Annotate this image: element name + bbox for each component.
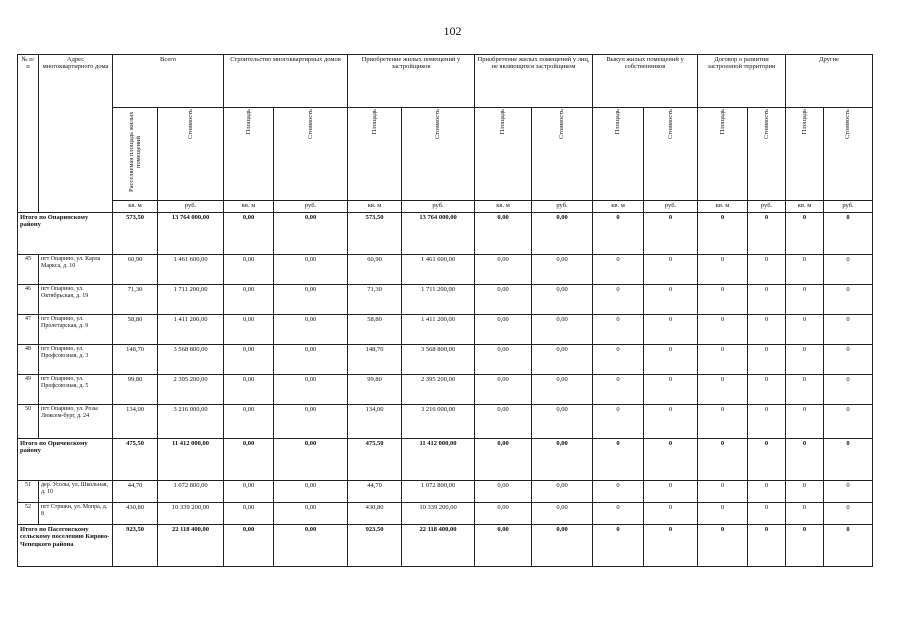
value-cell: 0 xyxy=(593,345,644,375)
subheader-area: Площадь xyxy=(698,108,748,201)
table-row xyxy=(18,503,873,525)
table-row xyxy=(18,481,873,503)
unit-label: кв. м xyxy=(224,201,274,213)
value-cell: 2 395 200,00 xyxy=(158,375,224,405)
value-cell: 0 xyxy=(748,255,786,285)
value-cell: 22 118 400,00 xyxy=(158,525,224,567)
subheader-area: Площадь xyxy=(475,108,532,201)
value-cell: 0 xyxy=(644,375,698,405)
value-cell: 0 xyxy=(786,405,824,439)
value-cell: 11 412 000,00 xyxy=(158,439,224,481)
value-cell: 71,30 xyxy=(113,285,158,315)
value-cell: 0 xyxy=(786,285,824,315)
group-header-construction: Строительство многоквартирных домов xyxy=(224,55,348,108)
value-cell: 0 xyxy=(748,525,786,567)
value-cell: 0 xyxy=(593,315,644,345)
value-cell: 0,00 xyxy=(475,315,532,345)
total-row xyxy=(18,525,873,567)
value-cell: 0 xyxy=(786,481,824,503)
subheader-area: Площадь xyxy=(593,108,644,201)
value-cell: 0,00 xyxy=(532,405,593,439)
value-cell: 0 xyxy=(748,503,786,525)
row-number: 46 xyxy=(18,285,39,315)
value-cell: 44,70 xyxy=(348,481,402,503)
value-cell: 0 xyxy=(698,213,748,255)
unit-label: кв. м xyxy=(348,201,402,213)
value-cell: 0 xyxy=(786,213,824,255)
subheader-cost: Стоимость xyxy=(532,108,593,201)
row-number: 48 xyxy=(18,345,39,375)
table-row xyxy=(18,255,873,285)
value-cell: 0 xyxy=(698,481,748,503)
row-number: 45 xyxy=(18,255,39,285)
value-cell: 0 xyxy=(698,525,748,567)
value-cell: 0 xyxy=(593,375,644,405)
subheader-area: Площадь xyxy=(786,108,824,201)
value-cell: 0 xyxy=(824,315,873,345)
group-header-other: Другие xyxy=(786,55,873,108)
value-cell: 44,70 xyxy=(113,481,158,503)
value-cell: 0 xyxy=(748,481,786,503)
value-cell: 13 764 000,00 xyxy=(402,213,475,255)
col-no-header: № п/п xyxy=(18,55,39,213)
unit-label: кв. м xyxy=(786,201,824,213)
value-cell: 0 xyxy=(786,525,824,567)
value-cell: 0,00 xyxy=(224,481,274,503)
value-cell: 0,00 xyxy=(475,439,532,481)
value-cell: 0,00 xyxy=(475,375,532,405)
value-cell: 0 xyxy=(698,255,748,285)
row-address: пгт Опарино, ул. Карла Маркса, д. 10 xyxy=(39,255,113,285)
total-row xyxy=(18,439,873,481)
value-cell: 0 xyxy=(748,439,786,481)
value-cell: 0 xyxy=(748,375,786,405)
value-cell: 0 xyxy=(698,315,748,345)
value-cell: 0,00 xyxy=(224,213,274,255)
value-cell: 99,80 xyxy=(113,375,158,405)
unit-label: кв. м xyxy=(593,201,644,213)
value-cell: 0 xyxy=(824,255,873,285)
value-cell: 0,00 xyxy=(475,525,532,567)
value-cell: 60,90 xyxy=(348,255,402,285)
table-row xyxy=(18,315,873,345)
value-cell: 0 xyxy=(748,345,786,375)
row-address: пгт Опарино, ул. Пролетарская, д. 9 xyxy=(39,315,113,345)
value-cell: 0 xyxy=(644,285,698,315)
value-cell: 0,00 xyxy=(532,315,593,345)
value-cell: 0 xyxy=(748,315,786,345)
value-cell: 0,00 xyxy=(532,503,593,525)
col-address-header: Адрес многоквартирного дома xyxy=(39,55,113,213)
value-cell: 0,00 xyxy=(224,315,274,345)
resettlement-table xyxy=(17,54,873,567)
total-label: Итого по Оричевскому району xyxy=(18,439,113,481)
value-cell: 0,00 xyxy=(475,345,532,375)
subheader-cost: Стоимость xyxy=(274,108,348,201)
value-cell: 573,50 xyxy=(348,213,402,255)
value-cell: 0 xyxy=(593,525,644,567)
value-cell: 0,00 xyxy=(224,255,274,285)
table-row xyxy=(18,375,873,405)
value-cell: 0 xyxy=(593,213,644,255)
value-cell: 0 xyxy=(824,525,873,567)
row-number: 52 xyxy=(18,503,39,525)
value-cell: 0 xyxy=(824,285,873,315)
value-cell: 0 xyxy=(593,405,644,439)
row-number: 50 xyxy=(18,405,39,439)
value-cell: 0 xyxy=(644,405,698,439)
row-number: 47 xyxy=(18,315,39,345)
subheader-cost: Стоимость xyxy=(402,108,475,201)
value-cell: 430,80 xyxy=(348,503,402,525)
value-cell: 0 xyxy=(593,255,644,285)
value-cell: 10 339 200,00 xyxy=(402,503,475,525)
value-cell: 0,00 xyxy=(274,255,348,285)
subheader-cost: Стоимость xyxy=(748,108,786,201)
value-cell: 0 xyxy=(748,213,786,255)
unit-label: руб. xyxy=(158,201,224,213)
value-cell: 1 072 800,00 xyxy=(158,481,224,503)
value-cell: 0 xyxy=(786,345,824,375)
row-address: пгт Опарино, ул. Розы Люксем-бург, д. 24 xyxy=(39,405,113,439)
value-cell: 0 xyxy=(593,481,644,503)
total-label: Итого по Опаринскому району xyxy=(18,213,113,255)
value-cell: 0,00 xyxy=(224,345,274,375)
value-cell: 0,00 xyxy=(475,481,532,503)
value-cell: 0 xyxy=(698,375,748,405)
value-cell: 1 411 200,00 xyxy=(158,315,224,345)
value-cell: 0 xyxy=(824,213,873,255)
value-cell: 0 xyxy=(644,439,698,481)
value-cell: 0 xyxy=(644,315,698,345)
row-address: пгт Опарино, ул. Октябрьская, д. 19 xyxy=(39,285,113,315)
value-cell: 0 xyxy=(593,503,644,525)
value-cell: 0 xyxy=(698,405,748,439)
value-cell: 0 xyxy=(698,345,748,375)
value-cell: 430,80 xyxy=(113,503,158,525)
value-cell: 0 xyxy=(698,439,748,481)
value-cell: 0,00 xyxy=(274,405,348,439)
value-cell: 0,00 xyxy=(274,503,348,525)
value-cell: 0 xyxy=(824,405,873,439)
row-address: пгт Опарино, ул. Профсоюзная, д. 3 xyxy=(39,345,113,375)
value-cell: 573,50 xyxy=(113,213,158,255)
value-cell: 58,80 xyxy=(348,315,402,345)
value-cell: 0,00 xyxy=(224,285,274,315)
value-cell: 3 216 000,00 xyxy=(402,405,475,439)
value-cell: 148,70 xyxy=(113,345,158,375)
unit-label: кв. м xyxy=(113,201,158,213)
subheader-cost: Стоимость xyxy=(158,108,224,201)
value-cell: 0,00 xyxy=(475,213,532,255)
value-cell: 0 xyxy=(644,503,698,525)
value-cell: 3 568 800,00 xyxy=(158,345,224,375)
value-cell: 3 216 000,00 xyxy=(158,405,224,439)
value-cell: 0,00 xyxy=(274,315,348,345)
value-cell: 0 xyxy=(824,439,873,481)
value-cell: 0,00 xyxy=(274,213,348,255)
unit-label: руб. xyxy=(532,201,593,213)
row-address: пгт Опарино, ул. Профсоюзная, д. 5 xyxy=(39,375,113,405)
value-cell: 0,00 xyxy=(274,345,348,375)
row-address: дер. Усолы, ул. Школьная, д. 10 xyxy=(39,481,113,503)
value-cell: 148,70 xyxy=(348,345,402,375)
value-cell: 0 xyxy=(644,345,698,375)
value-cell: 0 xyxy=(593,285,644,315)
value-cell: 0,00 xyxy=(475,255,532,285)
value-cell: 923,50 xyxy=(348,525,402,567)
value-cell: 0 xyxy=(644,525,698,567)
table-row xyxy=(18,285,873,315)
value-cell: 0,00 xyxy=(475,405,532,439)
value-cell: 99,80 xyxy=(348,375,402,405)
value-cell: 22 118 400,00 xyxy=(402,525,475,567)
value-cell: 13 764 000,00 xyxy=(158,213,224,255)
unit-label: руб. xyxy=(402,201,475,213)
value-cell: 60,90 xyxy=(113,255,158,285)
value-cell: 0,00 xyxy=(224,375,274,405)
value-cell: 923,50 xyxy=(113,525,158,567)
value-cell: 0,00 xyxy=(532,255,593,285)
value-cell: 0,00 xyxy=(532,375,593,405)
value-cell: 0 xyxy=(748,285,786,315)
row-number: 51 xyxy=(18,481,39,503)
value-cell: 0,00 xyxy=(224,405,274,439)
value-cell: 0,00 xyxy=(224,525,274,567)
value-cell: 475,50 xyxy=(348,439,402,481)
value-cell: 475,50 xyxy=(113,439,158,481)
value-cell: 1 711 200,00 xyxy=(402,285,475,315)
value-cell: 0 xyxy=(698,285,748,315)
value-cell: 0,00 xyxy=(532,285,593,315)
unit-label: руб. xyxy=(748,201,786,213)
value-cell: 10 339 200,00 xyxy=(158,503,224,525)
value-cell: 0,00 xyxy=(274,481,348,503)
value-cell: 0 xyxy=(644,255,698,285)
value-cell: 134,00 xyxy=(348,405,402,439)
value-cell: 1 072 800,00 xyxy=(402,481,475,503)
header-row-subcolumns xyxy=(18,108,873,201)
value-cell: 0,00 xyxy=(224,439,274,481)
value-cell: 0,00 xyxy=(274,525,348,567)
table-row xyxy=(18,405,873,439)
header-row-units xyxy=(18,201,873,213)
value-cell: 3 568 800,00 xyxy=(402,345,475,375)
page-number: 102 xyxy=(443,24,462,38)
unit-label: руб. xyxy=(644,201,698,213)
value-cell: 0 xyxy=(644,481,698,503)
subheader-cost: Стоимость xyxy=(644,108,698,201)
total-label: Итого по Пасеговскому сельскому поселению Кирово-Чепецкого района xyxy=(18,525,113,567)
value-cell: 0,00 xyxy=(274,375,348,405)
value-cell: 0 xyxy=(698,503,748,525)
value-cell: 1 461 600,00 xyxy=(158,255,224,285)
value-cell: 0 xyxy=(786,315,824,345)
value-cell: 71,30 xyxy=(348,285,402,315)
row-address: пгт Стрижи, ул. Мопра, д. 8 xyxy=(39,503,113,525)
value-cell: 11 412 000,00 xyxy=(402,439,475,481)
total-row xyxy=(18,213,873,255)
header-row-groups xyxy=(18,55,873,108)
value-cell: 0,00 xyxy=(532,481,593,503)
value-cell: 0 xyxy=(786,439,824,481)
unit-label: руб. xyxy=(274,201,348,213)
value-cell: 2 395 200,00 xyxy=(402,375,475,405)
group-header-total: Всего xyxy=(113,55,224,108)
subheader-resettled-area: Расселяемая площадь жилых помещений xyxy=(113,108,158,201)
value-cell: 0 xyxy=(824,375,873,405)
group-header-buyout: Выкуп жилых помещений у собственников xyxy=(593,55,698,108)
value-cell: 0,00 xyxy=(532,345,593,375)
value-cell: 0 xyxy=(786,255,824,285)
value-cell: 0 xyxy=(786,503,824,525)
value-cell: 0,00 xyxy=(532,525,593,567)
value-cell: 1 461 600,00 xyxy=(402,255,475,285)
value-cell: 0,00 xyxy=(475,503,532,525)
unit-label: руб. xyxy=(824,201,873,213)
unit-label: кв. м xyxy=(475,201,532,213)
value-cell: 0,00 xyxy=(274,285,348,315)
value-cell: 0 xyxy=(593,439,644,481)
value-cell: 0 xyxy=(644,213,698,255)
value-cell: 58,80 xyxy=(113,315,158,345)
value-cell: 134,00 xyxy=(113,405,158,439)
value-cell: 0,00 xyxy=(532,213,593,255)
value-cell: 1 711 200,00 xyxy=(158,285,224,315)
unit-label: кв. м xyxy=(698,201,748,213)
value-cell: 0,00 xyxy=(274,439,348,481)
value-cell: 0 xyxy=(824,345,873,375)
value-cell: 1 411 200,00 xyxy=(402,315,475,345)
value-cell: 0 xyxy=(786,375,824,405)
group-header-developer-purchase: Приобретение жилых помещений у застройщиков xyxy=(348,55,475,108)
value-cell: 0,00 xyxy=(532,439,593,481)
group-header-development-contract: Договор о развитии застроенной территории xyxy=(698,55,786,108)
value-cell: 0,00 xyxy=(475,285,532,315)
value-cell: 0 xyxy=(824,481,873,503)
table-row xyxy=(18,345,873,375)
value-cell: 0 xyxy=(748,405,786,439)
value-cell: 0 xyxy=(824,503,873,525)
group-header-nondeveloper-purchase: Приобретение жилых помещений у лиц, не являющихся застройщиком xyxy=(475,55,593,108)
subheader-area: Площадь xyxy=(348,108,402,201)
row-number: 49 xyxy=(18,375,39,405)
subheader-cost: Стоимость xyxy=(824,108,873,201)
value-cell: 0,00 xyxy=(224,503,274,525)
table-body xyxy=(18,213,873,567)
subheader-area: Площадь xyxy=(224,108,274,201)
